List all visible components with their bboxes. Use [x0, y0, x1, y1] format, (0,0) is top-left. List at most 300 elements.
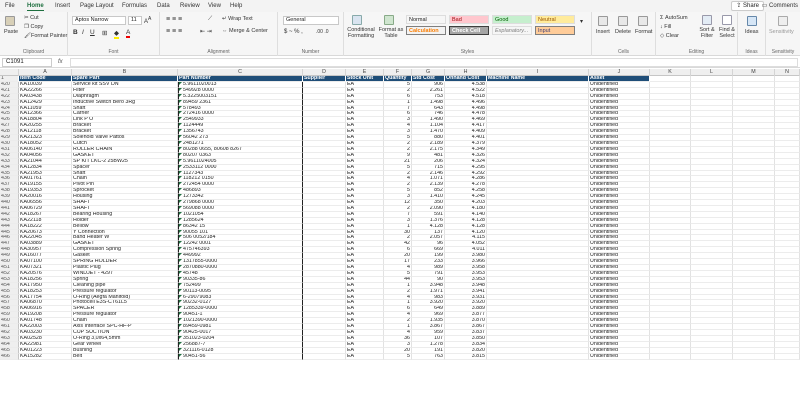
row-number[interactable]: 466 [0, 354, 19, 360]
cell-quantity[interactable]: 1 [384, 300, 412, 306]
align-left-icon[interactable]: ≡ ≡ ≡ [166, 28, 183, 35]
cell-quantity[interactable]: 3 [384, 218, 412, 224]
cell-machine-name[interactable] [487, 354, 589, 360]
cell-asset[interactable]: Unidentified [589, 135, 650, 141]
cell-item-code[interactable]: KA03438 [19, 94, 72, 100]
row-number[interactable]: 427 [0, 123, 19, 129]
column-header-b[interactable]: B [72, 69, 178, 76]
row-number[interactable]: 444 [0, 224, 19, 230]
cell-stock-unit[interactable]: EA [346, 165, 384, 171]
cell-quantity[interactable]: 12 [384, 200, 412, 206]
cell-spare-part[interactable]: Spring [72, 277, 178, 283]
cell-std-cost[interactable]: 2.057 [412, 235, 445, 241]
indent-icon[interactable]: ⇤ ⇥ [200, 29, 212, 35]
cell-spare-part[interactable]: Chain [72, 318, 178, 324]
cell-asset[interactable]: Unidentified [589, 318, 650, 324]
cell-part-number[interactable] [178, 354, 303, 360]
tab-data[interactable]: Data [157, 3, 170, 9]
format-cells-icon[interactable] [638, 16, 648, 26]
row-number[interactable]: 451 [0, 265, 19, 271]
cell-item-code[interactable]: KA15282 [19, 354, 72, 360]
cell-item-code[interactable]: KA03889 [19, 241, 72, 247]
cell-asset[interactable]: Unidentified [589, 230, 650, 236]
row-number[interactable]: 425 [0, 111, 19, 117]
select-all-corner[interactable] [0, 69, 19, 76]
cell-item-code[interactable]: KA18253 [19, 289, 72, 295]
cell-item-code[interactable]: KA07100 [19, 259, 72, 265]
row-number[interactable]: 461 [0, 324, 19, 330]
header-quantity[interactable]: Quantity [384, 76, 412, 82]
tab-view[interactable]: View [208, 3, 221, 9]
cell-std-cost[interactable]: 669 [412, 247, 445, 253]
cell-onhand-cost[interactable]: 4.278 [445, 182, 487, 188]
cell-onhand-cost[interactable]: 4.522 [445, 88, 487, 94]
cell-asset[interactable]: Unidentified [589, 88, 650, 94]
cell-item-code[interactable]: KA02528 [19, 336, 72, 342]
cell-stock-unit[interactable]: EA [346, 218, 384, 224]
cell-quantity[interactable]: 2 [384, 318, 412, 324]
row-number[interactable]: 422 [0, 94, 19, 100]
cell-empty[interactable] [775, 354, 800, 360]
cell-spare-part[interactable]: Belt [72, 354, 178, 360]
header-supplier[interactable]: Supplier [303, 76, 346, 82]
cell-std-cost[interactable]: 763 [412, 354, 445, 360]
cell-spare-part[interactable]: Diaphragm [72, 94, 178, 100]
bold-icon[interactable]: B [73, 29, 78, 36]
cell-onhand-cost[interactable]: 3.870 [445, 318, 487, 324]
cell-onhand-cost[interactable]: 3.953 [445, 271, 487, 277]
cell-stock-unit[interactable]: EA [346, 241, 384, 247]
cell-item-code[interactable]: KA04056 [19, 153, 72, 159]
cell-onhand-cost[interactable]: 4.258 [445, 188, 487, 194]
cell-item-code[interactable]: KA06729 [19, 206, 72, 212]
cell-quantity[interactable]: 2 [384, 171, 412, 177]
header-onhand-cost[interactable]: Onhand Cost [445, 76, 487, 82]
cell-item-code[interactable]: KA06916 [19, 306, 72, 312]
cell-std-cost[interactable]: 233 [412, 259, 445, 265]
row-number[interactable]: 448 [0, 247, 19, 253]
cell-item-code[interactable]: KA21044 [19, 159, 72, 165]
row-number[interactable]: 439 [0, 194, 19, 200]
cell-onhand-cost[interactable]: 3.966 [445, 259, 487, 265]
cell-quantity[interactable]: 2 [384, 88, 412, 94]
cell-std-cost[interactable]: 791 [412, 271, 445, 277]
cell-spare-part[interactable]: WINDJET - 4297 [72, 271, 178, 277]
cell-onhand-cost[interactable]: 4.379 [445, 141, 487, 147]
cell-spare-part[interactable]: Cleaning pipe [72, 283, 178, 289]
row-number[interactable]: 463 [0, 336, 19, 342]
row-number[interactable]: 437 [0, 182, 19, 188]
row-number[interactable]: 458 [0, 306, 19, 312]
cell-spare-part[interactable]: Axis Interface SPC-HF-P [72, 324, 178, 330]
cell-spare-part[interactable]: SHAFT [72, 206, 178, 212]
cell-quantity[interactable]: 20 [384, 348, 412, 354]
column-header-a[interactable]: A [19, 69, 72, 76]
cell-quantity[interactable]: 4 [384, 176, 412, 182]
cell-onhand-cost[interactable]: 4.295 [445, 165, 487, 171]
cell-quantity[interactable]: 4 [384, 312, 412, 318]
cell-onhand-cost[interactable]: 3.889 [445, 306, 487, 312]
cell-asset[interactable]: Unidentified [589, 218, 650, 224]
cell-quantity[interactable]: 5 [384, 82, 412, 88]
cell-stock-unit[interactable]: EA [346, 271, 384, 277]
row-number[interactable]: 438 [0, 188, 19, 194]
cell-onhand-cost[interactable]: 3.941 [445, 289, 487, 295]
cell-quantity[interactable]: 3 [384, 129, 412, 135]
cell-item-code[interactable]: KA06556 [19, 200, 72, 206]
column-header-g[interactable]: G [412, 69, 445, 76]
row-number[interactable]: 431 [0, 147, 19, 153]
cell-stock-unit[interactable]: EA [346, 306, 384, 312]
cell-spare-part[interactable]: Filter [72, 88, 178, 94]
cell-asset[interactable]: Unidentified [589, 271, 650, 277]
header-std-cost[interactable]: Std Cost [412, 76, 445, 82]
cell-empty[interactable] [691, 354, 733, 360]
row-number[interactable]: 450 [0, 259, 19, 265]
cell-std-cost[interactable]: 906 [412, 82, 445, 88]
cell-onhand-cost[interactable]: 4.140 [445, 212, 487, 218]
cell-item-code[interactable]: KA11059 [19, 106, 72, 112]
cell-asset[interactable]: Unidentified [589, 224, 650, 230]
row-number[interactable]: 457 [0, 300, 19, 306]
cell-quantity[interactable]: 21 [384, 159, 412, 165]
cell-quantity[interactable]: 4 [384, 295, 412, 301]
row-number[interactable]: 452 [0, 271, 19, 277]
cell-spare-part[interactable]: SPRING HOLDER [72, 259, 178, 265]
cell-onhand-cost[interactable]: 4.052 [445, 241, 487, 247]
cell-item-code[interactable]: KA22118 [19, 218, 72, 224]
cell-std-cost[interactable]: 1.490 [412, 117, 445, 123]
cell-stock-unit[interactable]: EA [346, 159, 384, 165]
column-header-k[interactable]: K [650, 69, 691, 76]
column-header-e[interactable]: E [346, 69, 384, 76]
cell-spare-part[interactable]: Pressure regulator [72, 312, 178, 318]
cell-onhand-cost[interactable]: 4.115 [445, 235, 487, 241]
cell-quantity[interactable]: 5 [384, 271, 412, 277]
header-stock-unit[interactable]: Stock Unit [346, 76, 384, 82]
cell-spare-part[interactable]: Cutch [72, 141, 178, 147]
cell-std-cost[interactable]: 753 [412, 94, 445, 100]
cell-item-code[interactable]: KA30957 [19, 247, 72, 253]
cell-spare-part[interactable]: Band Heater W [72, 235, 178, 241]
cell-spare-part[interactable]: CUP SUCTION [72, 330, 178, 336]
cell-item-code[interactable]: KA12834 [19, 165, 72, 171]
cell-std-cost[interactable]: 2.139 [412, 182, 445, 188]
insert-cells-icon[interactable] [598, 16, 608, 26]
cell-stock-unit[interactable]: EA [346, 342, 384, 348]
cell-quantity[interactable]: 42 [384, 241, 412, 247]
cell-std-cost[interactable]: 1.410 [412, 194, 445, 200]
column-header-m[interactable]: M [733, 69, 775, 76]
cell-stock-unit[interactable]: EA [346, 247, 384, 253]
column-header-i[interactable]: I [487, 69, 589, 76]
cell-quantity[interactable]: 6 [384, 247, 412, 253]
cell-item-code[interactable]: KA18267 [19, 212, 72, 218]
cell-item-code[interactable]: KA19208 [19, 312, 72, 318]
cell-quantity[interactable]: 3 [384, 117, 412, 123]
delete-cells-icon[interactable] [618, 16, 628, 26]
cell-quantity[interactable]: 4 [384, 330, 412, 336]
cell-quantity[interactable]: 4 [384, 123, 412, 129]
worksheet-grid[interactable] [0, 69, 800, 401]
cell-quantity[interactable]: 5 [384, 354, 412, 360]
cell-asset[interactable]: Unidentified [589, 300, 650, 306]
cell-onhand-cost[interactable]: 4.417 [445, 123, 487, 129]
row-number[interactable]: 432 [0, 153, 19, 159]
fx-icon[interactable]: fx [58, 59, 63, 65]
row-number[interactable]: 453 [0, 277, 19, 283]
cut-button[interactable] [24, 15, 39, 21]
cell-item-code[interactable]: KA17754 [19, 295, 72, 301]
cell-stock-unit[interactable]: EA [346, 224, 384, 230]
font-size-select[interactable]: 11 [128, 16, 142, 25]
format-as-table-button[interactable]: Format as Table [378, 27, 404, 39]
cell-asset[interactable]: Unidentified [589, 283, 650, 289]
cell-onhand-cost[interactable]: 3.837 [445, 330, 487, 336]
cell-asset[interactable]: Unidentified [589, 306, 650, 312]
cell-asset[interactable]: Unidentified [589, 206, 650, 212]
cell-spare-part[interactable]: O-Ring 3,0x64,5mm [72, 336, 178, 342]
cell-item-code[interactable]: KA22045 [19, 235, 72, 241]
cell-onhand-cost[interactable]: 4.120 [445, 230, 487, 236]
tab-page-layout[interactable]: Page Layout [80, 3, 114, 9]
currency-icon[interactable]: $ ~ % , [284, 29, 303, 35]
row-number[interactable]: 447 [0, 241, 19, 247]
cell-std-cost[interactable]: 2.146 [412, 171, 445, 177]
cell-onhand-cost[interactable]: 4.538 [445, 82, 487, 88]
cell-spare-part[interactable]: Carrier [72, 111, 178, 117]
row-number[interactable]: 428 [0, 129, 19, 135]
tab-help[interactable]: Help [230, 3, 243, 9]
cell-quantity[interactable]: 1 [384, 283, 412, 289]
cell-stock-unit[interactable]: EA [346, 141, 384, 147]
sensitivity-button[interactable]: Sensitivity [769, 29, 794, 35]
cell-item-code[interactable]: KA20016 [19, 194, 72, 200]
column-header-d[interactable]: D [303, 69, 346, 76]
cell-onhand-cost[interactable]: 4.011 [445, 247, 487, 253]
cell-item-code[interactable]: KA21953 [19, 171, 72, 177]
cell-std-cost[interactable]: 350 [412, 200, 445, 206]
cell-onhand-cost[interactable]: 4.203 [445, 200, 487, 206]
cell-quantity[interactable]: 1 [384, 324, 412, 330]
cell-spare-part[interactable]: Compression Spring [72, 247, 178, 253]
cell-std-cost[interactable]: 206 [412, 159, 445, 165]
cell-asset[interactable]: Unidentified [589, 253, 650, 259]
cell-spare-part[interactable]: Photocell E3S-CT61L5 [72, 300, 178, 306]
cell-asset[interactable]: Unidentified [589, 212, 650, 218]
row-number[interactable]: 464 [0, 342, 19, 348]
sort-filter-button[interactable]: Sort & Filter [699, 27, 715, 39]
cell-empty[interactable] [733, 354, 775, 360]
cell-item-code[interactable]: KA16077 [19, 253, 72, 259]
cell-asset[interactable]: Unidentified [589, 100, 650, 106]
cell-onhand-cost[interactable]: 3.980 [445, 253, 487, 259]
cell-spare-part[interactable]: Shaft [72, 106, 178, 112]
cell-onhand-cost[interactable]: 4.324 [445, 159, 487, 165]
cell-std-cost[interactable]: 852 [412, 188, 445, 194]
cell-onhand-cost[interactable]: 3.815 [445, 354, 487, 360]
sensitivity-icon[interactable] [778, 16, 788, 26]
cell-item-code[interactable]: KA01748 [19, 318, 72, 324]
cell-quantity[interactable]: 17 [384, 259, 412, 265]
cell-item-code[interactable]: KA22981 [19, 342, 72, 348]
cell-quantity[interactable]: 20 [384, 253, 412, 259]
cell-stock-unit[interactable]: EA [346, 106, 384, 112]
header-part-number[interactable]: Part Number [178, 76, 303, 82]
cell-spare-part[interactable]: Spacer [72, 165, 178, 171]
cell-spare-part[interactable]: ROLLER CHAIN [72, 147, 178, 153]
style-good[interactable]: Good [492, 15, 532, 24]
cell-std-cost[interactable]: 199 [412, 253, 445, 259]
cell-std-cost[interactable]: 2.189 [412, 141, 445, 147]
cell-std-cost[interactable]: 2.261 [412, 88, 445, 94]
cell-item-code[interactable]: KA01223 [19, 348, 72, 354]
cell-spare-part[interactable]: Shaft [72, 171, 178, 177]
cell-std-cost[interactable]: 1.278 [412, 342, 445, 348]
tab-formulas[interactable]: Formulas [122, 3, 148, 9]
format-as-table-icon[interactable] [384, 15, 394, 25]
cell-item-code[interactable]: KA18804 [19, 117, 72, 123]
cell-item-code[interactable]: KA17950 [19, 283, 72, 289]
column-header-n[interactable]: N [775, 69, 800, 76]
cell-spare-part[interactable]: Sprocket [72, 188, 178, 194]
cell-spare-part[interactable]: Bellow [72, 224, 178, 230]
cell-std-cost[interactable]: 1.971 [412, 289, 445, 295]
header-machine-name[interactable]: Machine Name [487, 76, 589, 82]
cell-asset[interactable]: Unidentified [589, 247, 650, 253]
cell-asset[interactable]: Unidentified [589, 277, 650, 283]
cell-stock-unit[interactable]: EA [346, 206, 384, 212]
row-number[interactable]: 459 [0, 312, 19, 318]
cell-stock-unit[interactable]: EA [346, 354, 384, 360]
find-select-button[interactable]: Find & Select [719, 27, 735, 39]
fill-button[interactable] [660, 24, 671, 30]
header-item-code[interactable]: Item Code [19, 76, 72, 82]
cell-stock-unit[interactable]: EA [346, 318, 384, 324]
row-number[interactable]: 443 [0, 218, 19, 224]
cell-onhand-cost[interactable]: 4.496 [445, 100, 487, 106]
cell-quantity[interactable]: 36 [384, 336, 412, 342]
row-number[interactable]: 430 [0, 141, 19, 147]
cell-spare-part[interactable]: SP KIT LKC-2 25BW25 [72, 159, 178, 165]
row-number[interactable]: 446 [0, 235, 19, 241]
cell-onhand-cost[interactable]: 4.245 [445, 194, 487, 200]
row-number[interactable]: 454 [0, 283, 19, 289]
cell-item-code[interactable]: KA22003 [19, 324, 72, 330]
row-number[interactable]: 445 [0, 230, 19, 236]
cell-item-code[interactable]: KA12118 [19, 129, 72, 135]
row-number[interactable]: 423 [0, 100, 19, 106]
cell-std-cost[interactable]: 2.090 [412, 206, 445, 212]
cell-stock-unit[interactable]: EA [346, 253, 384, 259]
cell-std-cost[interactable]: 1.104 [412, 123, 445, 129]
cell-onhand-cost[interactable]: 3.953 [445, 277, 487, 283]
style-neutral[interactable]: Neutral [535, 15, 575, 24]
cell-quantity[interactable]: 44 [384, 277, 412, 283]
cell-spare-part[interactable]: Solenoid Valve Pattos [72, 135, 178, 141]
cell-std-cost[interactable]: 3.948 [412, 283, 445, 289]
row-number[interactable]: 433 [0, 159, 19, 165]
cell-std-cost[interactable]: 983 [412, 295, 445, 301]
cell-spare-part[interactable]: GASKET [72, 153, 178, 159]
cell-item-code[interactable]: KA12429 [19, 100, 72, 106]
row-number[interactable]: 462 [0, 330, 19, 336]
cell-asset[interactable]: Unidentified [589, 117, 650, 123]
formula-input[interactable] [70, 58, 798, 67]
cell-std-cost[interactable]: 880 [412, 135, 445, 141]
cell-stock-unit[interactable]: EA [346, 171, 384, 177]
cell-onhand-cost[interactable]: 4.180 [445, 206, 487, 212]
cell-stock-unit[interactable]: EA [346, 176, 384, 182]
cell-asset[interactable]: Unidentified [589, 82, 650, 88]
align-top-icon[interactable]: ≡ ≡ ≡ [166, 16, 183, 23]
styles-more-icon[interactable]: ▾ [580, 19, 584, 25]
cell-spare-part[interactable]: Bracket [72, 129, 178, 135]
cell-onhand-cost[interactable]: 4.518 [445, 94, 487, 100]
cell-stock-unit[interactable]: EA [346, 283, 384, 289]
cell-std-cost[interactable]: 989 [412, 265, 445, 271]
cell-asset[interactable]: Unidentified [589, 235, 650, 241]
cell-asset[interactable]: Unidentified [589, 111, 650, 117]
row-number[interactable]: 449 [0, 253, 19, 259]
row-number[interactable]: 435 [0, 171, 19, 177]
cell-asset[interactable]: Unidentified [589, 265, 650, 271]
cell-onhand-cost[interactable]: 3.834 [445, 342, 487, 348]
cell-std-cost[interactable]: 1.071 [412, 176, 445, 182]
cell-std-cost[interactable]: 1.498 [412, 100, 445, 106]
cell-stock-unit[interactable]: EA [346, 135, 384, 141]
cell-stock-unit[interactable]: EA [346, 111, 384, 117]
row-number[interactable]: 441 [0, 206, 19, 212]
cell-asset[interactable]: Unidentified [589, 94, 650, 100]
style-bad[interactable]: Bad [449, 15, 489, 24]
style-calculation[interactable]: Calculation [406, 26, 446, 35]
cell-std-cost[interactable]: 481 [412, 153, 445, 159]
row-number[interactable]: 1 [0, 76, 19, 82]
cell-asset[interactable]: Unidentified [589, 165, 650, 171]
cell-spare-part[interactable]: Plastic Plug [72, 265, 178, 271]
cell-quantity[interactable]: 6 [384, 306, 412, 312]
cell-spare-part[interactable]: GASKET [72, 241, 178, 247]
row-number[interactable]: 426 [0, 117, 19, 123]
row-number[interactable]: 434 [0, 165, 19, 171]
cell-std-cost[interactable]: 2.175 [412, 147, 445, 153]
style-check-cell[interactable]: Check Cell [449, 26, 489, 35]
cell-std-cost[interactable]: 137 [412, 230, 445, 236]
cell-quantity[interactable]: 7 [384, 106, 412, 112]
cell-item-code[interactable]: KA19155 [19, 182, 72, 188]
cell-quantity[interactable]: 2 [384, 206, 412, 212]
header-spare-part[interactable]: Spare Part [72, 76, 178, 82]
cell-std-cost[interactable]: 3.867 [412, 324, 445, 330]
cell-stock-unit[interactable]: EA [346, 147, 384, 153]
paste-button[interactable]: Paste [4, 29, 19, 35]
cell-stock-unit[interactable]: EA [346, 324, 384, 330]
autosum-button[interactable] [660, 15, 688, 21]
cell-onhand-cost[interactable]: 3.931 [445, 295, 487, 301]
cell-stock-unit[interactable]: EA [346, 295, 384, 301]
font-name-select[interactable]: Aptos Narrow [72, 16, 126, 25]
cell-onhand-cost[interactable]: 4.401 [445, 135, 487, 141]
cell-std-cost[interactable]: 959 [412, 330, 445, 336]
format-button[interactable]: Format [635, 29, 653, 35]
style-explanatory[interactable]: Explanatory... [492, 26, 532, 35]
copy-button[interactable] [24, 24, 43, 30]
cell-stock-unit[interactable]: EA [346, 277, 384, 283]
clear-button[interactable] [660, 33, 679, 39]
decimal-icon[interactable]: .00 .0 [316, 29, 329, 35]
cell-onhand-cost[interactable]: 3.948 [445, 283, 487, 289]
